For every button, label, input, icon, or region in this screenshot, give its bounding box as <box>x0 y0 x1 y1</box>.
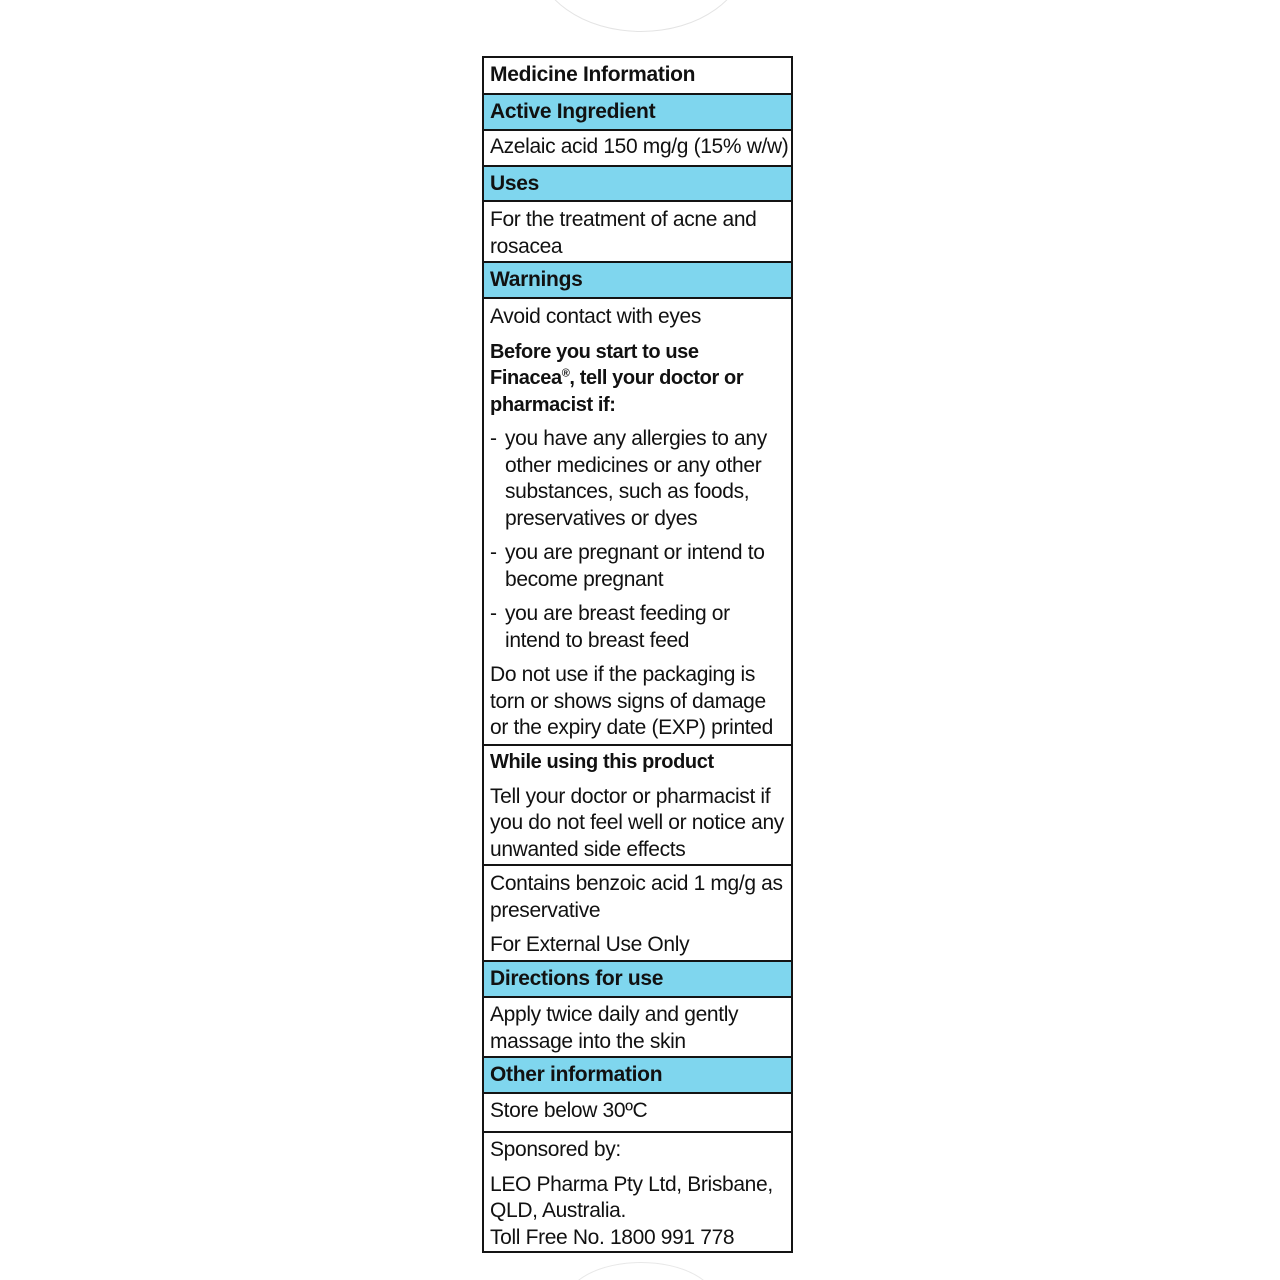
warnings-row <box>484 297 791 744</box>
panel-title: Medicine Information <box>490 63 696 86</box>
active-ingredient-text: Azelaic acid 150 mg/g (15% w/w) <box>490 135 789 158</box>
bullet-text: you have any allergies to any other medicines or any other substances, such as foods, preservatives or dyes <box>505 427 767 530</box>
warnings-packaging-text: Do not use if the packaging is torn or shows signs of damage or the expiry date (EXP) printed <box>490 663 773 739</box>
other-information-heading-row <box>484 1056 791 1092</box>
warnings-heading: Warnings <box>490 268 583 291</box>
medicine-information-panel <box>482 56 793 1253</box>
directions-row <box>484 996 791 1056</box>
registered-mark: ® <box>561 367 570 380</box>
external-use-text: For External Use Only <box>490 933 690 956</box>
while-using-row <box>484 744 791 864</box>
while-using-heading: While using this product <box>490 751 714 773</box>
preservative-row <box>484 864 791 960</box>
directions-heading-row <box>484 960 791 996</box>
uses-text: For the treatment of acne and rosacea <box>490 208 757 258</box>
bullet-marker: - <box>490 602 497 625</box>
warnings-heading-row <box>484 261 791 297</box>
sponsor-row <box>484 1131 791 1251</box>
warnings-bullet <box>490 540 785 593</box>
title-row <box>484 58 791 93</box>
uses-heading: Uses <box>490 172 540 195</box>
sponsor-phone: Toll Free No. 1800 991 778 <box>490 1225 735 1249</box>
package-outline-top <box>535 0 747 32</box>
uses-heading-row <box>484 165 791 200</box>
warnings-bullet <box>490 601 785 654</box>
active-ingredient-row <box>484 129 791 165</box>
sponsor-label: Sponsored by: <box>490 1138 621 1161</box>
bullet-marker: - <box>490 541 497 564</box>
other-information-heading: Other information <box>490 1063 663 1086</box>
active-ingredient-heading-row <box>484 93 791 129</box>
warnings-avoid-text: Avoid contact with eyes <box>490 305 702 328</box>
uses-row <box>484 200 791 261</box>
bullet-marker: - <box>490 427 497 450</box>
warnings-before-text: Before you start to use Finacea®, tell your doctor or pharmacist if: <box>490 340 744 416</box>
sponsor-company: LEO Pharma Pty Ltd, Brisbane, QLD, Australia. <box>490 1172 773 1222</box>
directions-heading: Directions for use <box>490 967 664 990</box>
storage-row <box>484 1092 791 1131</box>
active-ingredient-heading: Active Ingredient <box>490 100 656 123</box>
directions-text: Apply twice daily and gently massage into the skin <box>490 1003 739 1053</box>
package-outline-bottom <box>565 1262 717 1280</box>
preservative-text: Contains benzoic acid 1 mg/g as preservative <box>490 872 783 922</box>
bullet-text: you are pregnant or intend to become pregnant <box>505 541 765 591</box>
while-using-text: Tell your doctor or pharmacist if you do not feel well or notice any unwanted side effects <box>490 784 784 861</box>
bullet-text: you are breast feeding or intend to breast feed <box>505 602 730 652</box>
warnings-bullet <box>490 426 785 532</box>
storage-text: Store below 30ºC <box>490 1099 648 1122</box>
